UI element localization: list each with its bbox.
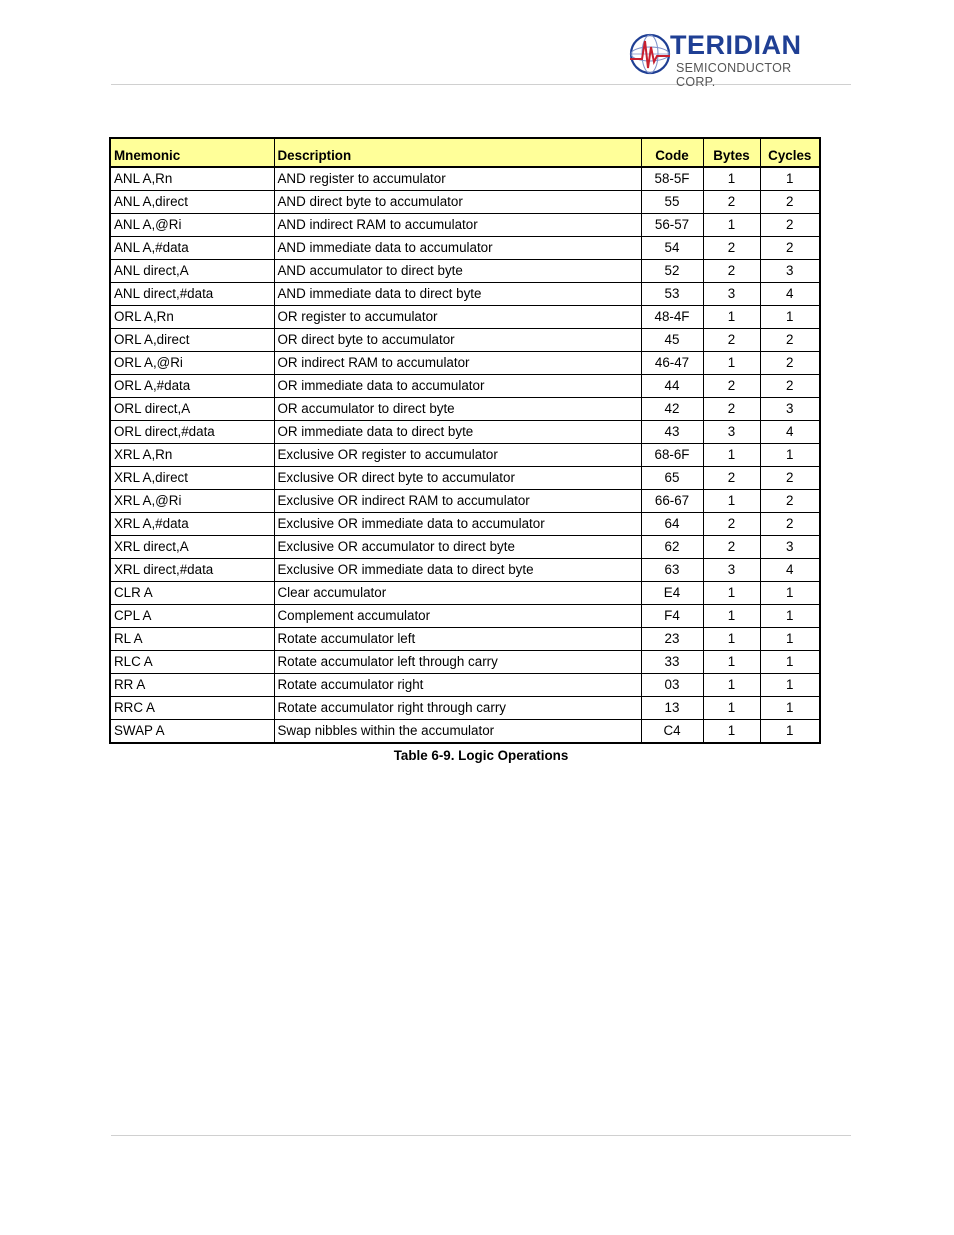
table-row: [110, 352, 820, 375]
cell-bytes: 2: [703, 191, 760, 214]
cell-code: 66-67: [641, 490, 703, 513]
cell-description: Exclusive OR direct byte to accumulator: [274, 467, 641, 490]
table-row: [110, 421, 820, 444]
cell-cycles: 2: [760, 191, 820, 214]
cell-mnemonic: XRL A,direct: [110, 467, 274, 490]
cell-mnemonic: ORL A,#data: [110, 375, 274, 398]
cell-cycles: 2: [760, 490, 820, 513]
cell-mnemonic: XRL A,Rn: [110, 444, 274, 467]
cell-mnemonic: CPL A: [110, 605, 274, 628]
cell-description: OR accumulator to direct byte: [274, 398, 641, 421]
cell-code: 55: [641, 191, 703, 214]
cell-mnemonic: RL A: [110, 628, 274, 651]
header-cycles: Cycles: [760, 138, 820, 167]
cell-mnemonic: XRL direct,A: [110, 536, 274, 559]
cell-cycles: 1: [760, 651, 820, 674]
cell-bytes: 1: [703, 582, 760, 605]
cell-description: Exclusive OR indirect RAM to accumulator: [274, 490, 641, 513]
cell-code: 44: [641, 375, 703, 398]
cell-bytes: 3: [703, 283, 760, 306]
table-row: [110, 605, 820, 628]
cell-code: 65: [641, 467, 703, 490]
table-row: [110, 260, 820, 283]
cell-mnemonic: RRC A: [110, 697, 274, 720]
cell-description: AND register to accumulator: [274, 167, 641, 191]
logo-name: TERIDIAN: [670, 30, 802, 60]
cell-bytes: 1: [703, 306, 760, 329]
cell-code: 23: [641, 628, 703, 651]
table-row: [110, 674, 820, 697]
cell-bytes: 2: [703, 375, 760, 398]
table-row: [110, 536, 820, 559]
cell-description: OR immediate data to direct byte: [274, 421, 641, 444]
cell-cycles: 1: [760, 306, 820, 329]
cell-cycles: 1: [760, 720, 820, 744]
cell-bytes: 2: [703, 260, 760, 283]
table-row: [110, 237, 820, 260]
cell-bytes: 3: [703, 559, 760, 582]
cell-description: Exclusive OR accumulator to direct byte: [274, 536, 641, 559]
cell-description: Rotate accumulator left: [274, 628, 641, 651]
cell-code: E4: [641, 582, 703, 605]
cell-cycles: 3: [760, 536, 820, 559]
cell-description: Swap nibbles within the accumulator: [274, 720, 641, 744]
table-row: [110, 444, 820, 467]
cell-description: OR indirect RAM to accumulator: [274, 352, 641, 375]
cell-code: 63: [641, 559, 703, 582]
cell-cycles: 4: [760, 283, 820, 306]
cell-cycles: 3: [760, 398, 820, 421]
table-row: [110, 375, 820, 398]
cell-description: OR direct byte to accumulator: [274, 329, 641, 352]
cell-mnemonic: ANL A,#data: [110, 237, 274, 260]
cell-description: OR register to accumulator: [274, 306, 641, 329]
cell-cycles: 1: [760, 167, 820, 191]
cell-cycles: 1: [760, 444, 820, 467]
header-code: Code: [641, 138, 703, 167]
cell-mnemonic: XRL A,@Ri: [110, 490, 274, 513]
cell-bytes: 3: [703, 421, 760, 444]
cell-code: C4: [641, 720, 703, 744]
cell-bytes: 1: [703, 352, 760, 375]
cell-cycles: 2: [760, 513, 820, 536]
cell-mnemonic: ORL A,@Ri: [110, 352, 274, 375]
cell-mnemonic: ANL A,@Ri: [110, 214, 274, 237]
table-header-row: [110, 138, 820, 167]
cell-bytes: 1: [703, 490, 760, 513]
cell-bytes: 1: [703, 697, 760, 720]
cell-bytes: 2: [703, 536, 760, 559]
table-row: [110, 720, 820, 744]
cell-description: AND indirect RAM to accumulator: [274, 214, 641, 237]
cell-cycles: 2: [760, 237, 820, 260]
cell-mnemonic: CLR A: [110, 582, 274, 605]
table-row: [110, 628, 820, 651]
table-row: [110, 651, 820, 674]
table-row: [110, 467, 820, 490]
cell-mnemonic: ORL A,direct: [110, 329, 274, 352]
header-mnemonic: Mnemonic: [110, 138, 274, 167]
cell-mnemonic: ANL direct,#data: [110, 283, 274, 306]
cell-bytes: 2: [703, 237, 760, 260]
cell-cycles: 1: [760, 674, 820, 697]
cell-mnemonic: ANL direct,A: [110, 260, 274, 283]
cell-description: Exclusive OR immediate data to accumulator: [274, 513, 641, 536]
cell-cycles: 3: [760, 260, 820, 283]
cell-code: 13: [641, 697, 703, 720]
cell-bytes: 2: [703, 398, 760, 421]
cell-code: 52: [641, 260, 703, 283]
logic-operations-table: [109, 137, 821, 744]
cell-bytes: 1: [703, 651, 760, 674]
cell-mnemonic: XRL direct,#data: [110, 559, 274, 582]
logo-tagline: SEMICONDUCTOR CORP.: [676, 61, 792, 89]
table-row: [110, 398, 820, 421]
cell-bytes: 1: [703, 444, 760, 467]
cell-mnemonic: ORL direct,#data: [110, 421, 274, 444]
cell-code: F4: [641, 605, 703, 628]
cell-code: 43: [641, 421, 703, 444]
table-body: [110, 167, 820, 743]
cell-code: 45: [641, 329, 703, 352]
cell-code: 58-5F: [641, 167, 703, 191]
cell-mnemonic: ORL direct,A: [110, 398, 274, 421]
cell-code: 53: [641, 283, 703, 306]
cell-mnemonic: RLC A: [110, 651, 274, 674]
cell-cycles: 1: [760, 628, 820, 651]
cell-code: 56-57: [641, 214, 703, 237]
cell-mnemonic: SWAP A: [110, 720, 274, 744]
cell-cycles: 2: [760, 214, 820, 237]
cell-cycles: 2: [760, 467, 820, 490]
cell-cycles: 4: [760, 421, 820, 444]
teridian-logo: [628, 30, 834, 89]
table-row: [110, 167, 820, 191]
table-row: [110, 697, 820, 720]
cell-code: 54: [641, 237, 703, 260]
cell-description: Clear accumulator: [274, 582, 641, 605]
cell-mnemonic: ANL A,Rn: [110, 167, 274, 191]
table-row: [110, 582, 820, 605]
cell-bytes: 2: [703, 513, 760, 536]
cell-cycles: 2: [760, 329, 820, 352]
cell-description: AND immediate data to direct byte: [274, 283, 641, 306]
cell-bytes: 1: [703, 214, 760, 237]
cell-bytes: 1: [703, 167, 760, 191]
cell-description: Exclusive OR register to accumulator: [274, 444, 641, 467]
table-row: [110, 214, 820, 237]
table-row: [110, 559, 820, 582]
cell-bytes: 2: [703, 467, 760, 490]
cell-cycles: 4: [760, 559, 820, 582]
cell-bytes: 1: [703, 720, 760, 744]
table-row: [110, 490, 820, 513]
cell-mnemonic: XRL A,#data: [110, 513, 274, 536]
table-row: [110, 283, 820, 306]
cell-code: 46-47: [641, 352, 703, 375]
cell-code: 62: [641, 536, 703, 559]
cell-mnemonic: ORL A,Rn: [110, 306, 274, 329]
cell-cycles: 1: [760, 697, 820, 720]
cell-bytes: 2: [703, 329, 760, 352]
table-row: [110, 513, 820, 536]
cell-description: Rotate accumulator right: [274, 674, 641, 697]
table-row: [110, 306, 820, 329]
header-description: Description: [274, 138, 641, 167]
cell-code: 64: [641, 513, 703, 536]
cell-description: AND immediate data to accumulator: [274, 237, 641, 260]
cell-code: 68-6F: [641, 444, 703, 467]
cell-description: Rotate accumulator right through carry: [274, 697, 641, 720]
cell-code: 42: [641, 398, 703, 421]
cell-description: AND direct byte to accumulator: [274, 191, 641, 214]
table-row: [110, 329, 820, 352]
cell-cycles: 2: [760, 352, 820, 375]
cell-mnemonic: ANL A,direct: [110, 191, 274, 214]
cell-bytes: 1: [703, 674, 760, 697]
cell-bytes: 1: [703, 605, 760, 628]
cell-code: 03: [641, 674, 703, 697]
cell-mnemonic: RR A: [110, 674, 274, 697]
cell-description: OR immediate data to accumulator: [274, 375, 641, 398]
cell-cycles: 1: [760, 582, 820, 605]
table-caption: Table 6-9. Logic Operations: [393, 748, 569, 763]
header-bytes: Bytes: [703, 138, 760, 167]
cell-description: Complement accumulator: [274, 605, 641, 628]
cell-cycles: 2: [760, 375, 820, 398]
table-row: [110, 191, 820, 214]
cell-description: AND accumulator to direct byte: [274, 260, 641, 283]
cell-code: 48-4F: [641, 306, 703, 329]
cell-description: Exclusive OR immediate data to direct byte: [274, 559, 641, 582]
footer-rule: [111, 1135, 851, 1136]
cell-bytes: 1: [703, 628, 760, 651]
cell-code: 33: [641, 651, 703, 674]
cell-cycles: 1: [760, 605, 820, 628]
logo-globe-icon: [628, 32, 672, 76]
cell-description: Rotate accumulator left through carry: [274, 651, 641, 674]
